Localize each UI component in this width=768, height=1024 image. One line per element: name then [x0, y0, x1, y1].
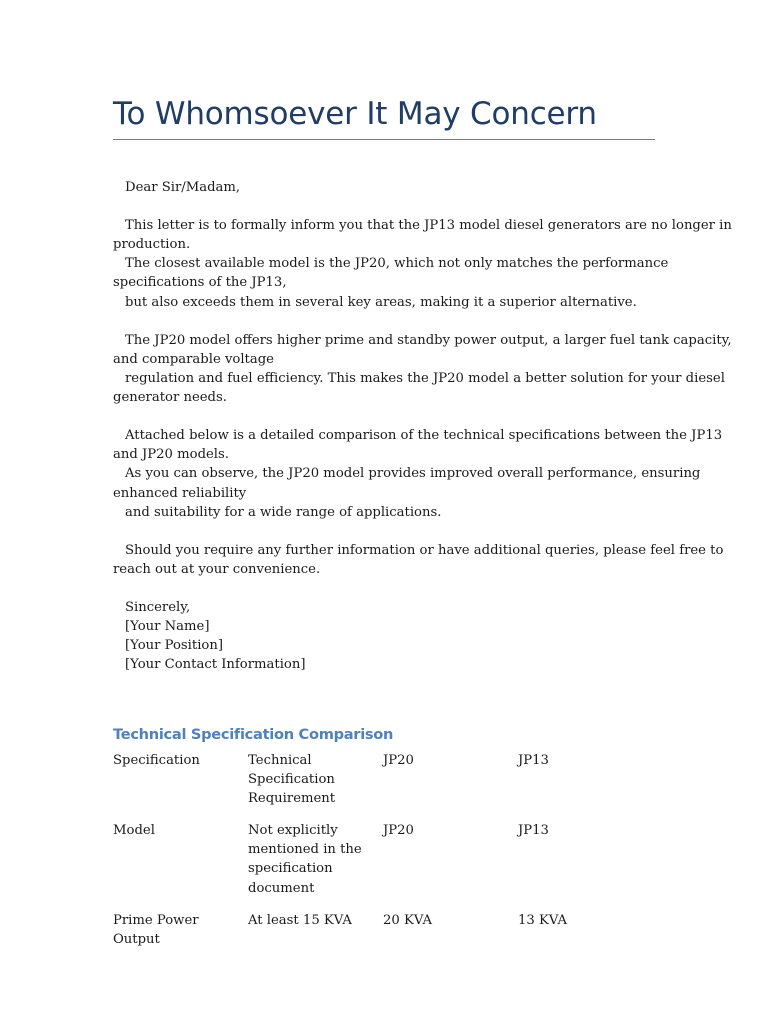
table-cell: 20 KVA: [383, 912, 432, 928]
table-row: [113, 911, 638, 962]
letter-line: The closest available model is the JP20, which not only matches the performance: [125, 256, 669, 272]
table-header-cell: Technical Specification Requirement: [248, 753, 336, 807]
letter-line: regulation and fuel efficiency. This makes the JP20 model a better solution for your diesel: [125, 370, 725, 386]
letter-line: Attached below is a detailed comparison of the technical specifications between the JP13: [125, 428, 723, 444]
letter-line: generator needs.: [113, 390, 227, 406]
letter-line: Should you require any further information or have additional queries, please feel free to: [125, 542, 724, 558]
letter-blank-line: [113, 522, 658, 541]
table-cell: Model: [113, 823, 155, 839]
table-header-row: [113, 751, 638, 821]
letter-line: This letter is to formally inform you that the JP13 model diesel generators are no longer in: [125, 218, 732, 234]
letter-line: and suitability for a wide range of applications.: [125, 504, 442, 520]
table-cell: JP13: [518, 823, 549, 839]
letter-line: production.: [113, 237, 191, 253]
signer-position: [Your Position]: [125, 638, 223, 654]
section-heading: Technical Specification Comparison: [113, 726, 394, 743]
table-cell: 13 KVA: [518, 912, 567, 928]
table-cell: Prime Power Output: [113, 912, 199, 947]
letter-line: specifications of the JP13,: [113, 275, 287, 291]
letter-line: and JP20 models.: [113, 447, 229, 463]
letter-line: As you can observe, the JP20 model provides improved overall performance, ensuring: [125, 466, 701, 482]
table-header-cell: JP20: [383, 753, 414, 768]
letter-line: Dear Sir/Madam,: [125, 180, 241, 195]
letter-blank-line: [113, 579, 658, 598]
table-header-cell: JP13: [518, 753, 549, 768]
letter-blank-line: [113, 197, 658, 216]
letter-line: reach out at your convenience.: [113, 561, 321, 577]
letter-line: and comparable voltage: [113, 351, 274, 367]
letter-blank-line: [113, 312, 658, 331]
signer-contact: [Your Contact Information]: [125, 657, 306, 673]
table-cell: At least 15 KVA: [248, 912, 352, 928]
letter-line: The JP20 model offers higher prime and standby power output, a larger fuel tank capacity,: [125, 332, 732, 348]
letter-line: but also exceeds them in several key areas, making it a superior alternative.: [125, 294, 637, 310]
title-underline: [113, 139, 655, 140]
spec-comparison-table: [113, 751, 638, 962]
table-cell: JP20: [383, 823, 414, 839]
letter-blank-line: [113, 407, 658, 426]
letter-body: [113, 178, 732, 674]
signoff-line: Sincerely,: [125, 600, 191, 616]
document-title: To Whomsoever It May Concern: [113, 96, 597, 132]
signer-name: [Your Name]: [125, 619, 210, 635]
table-cell: Not explicitly mentioned in the specification document: [248, 823, 362, 896]
table-row: [113, 821, 638, 910]
table-header-cell: Specification: [113, 753, 200, 768]
letter-line: enhanced reliability: [113, 485, 247, 501]
